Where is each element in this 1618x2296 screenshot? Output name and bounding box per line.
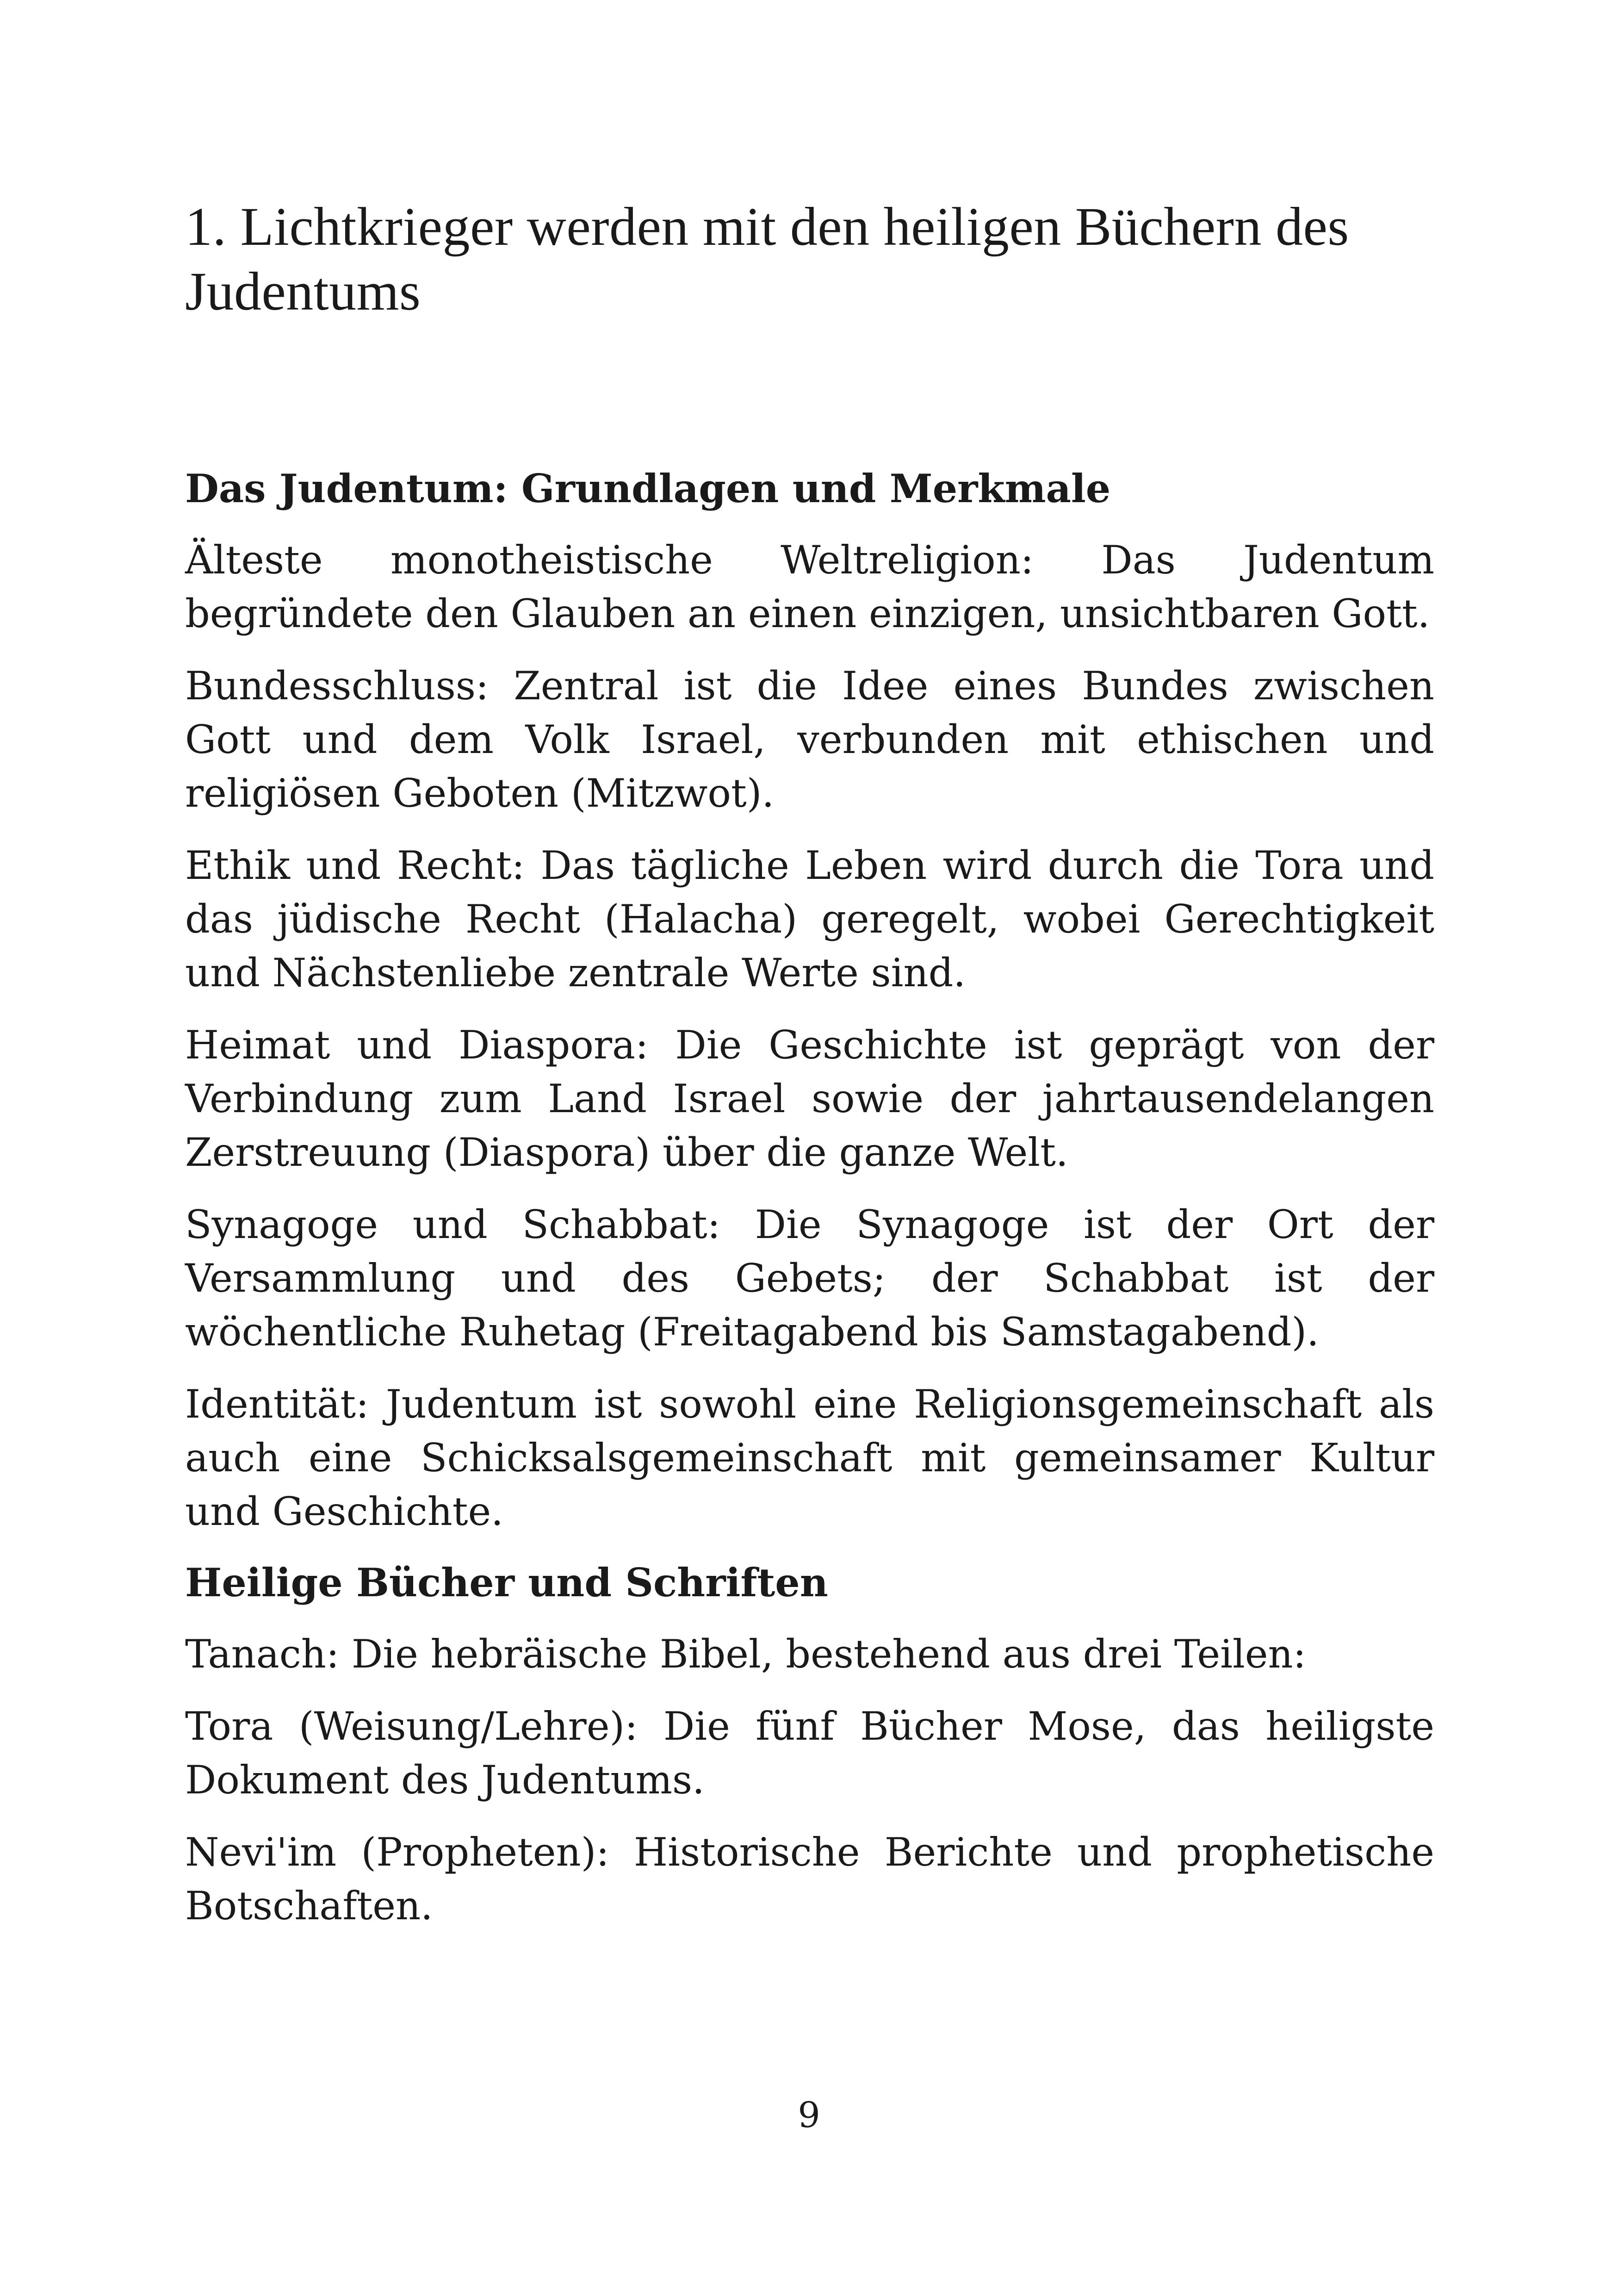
section-grundlagen <box>185 463 1434 1538</box>
paragraph: Heimat und Diaspora: Die Geschichte ist geprägt von der Verbindung zum Land Israel sowie der jahrtausendelangen Zerstreuung (Diaspora) über die ganze Welt. <box>185 1022 1434 1175</box>
section-buecher <box>185 1557 1434 1933</box>
section-heading: Heilige Bücher und Schriften <box>185 1560 828 1605</box>
page-number: 9 <box>798 2094 820 2135</box>
paragraph: Tanach: Die hebräische Bibel, bestehend aus drei Teilen: <box>185 1631 1306 1677</box>
paragraph: Nevi'im (Propheten): Historische Berichte und prophetische Botschaften. <box>185 1829 1434 1929</box>
paragraph: Ethik und Recht: Das tägliche Leben wird durch die Tora und das jüdische Recht (Halacha) geregelt, wobei Gerechtigkeit und Nächstenliebe zentrale Werte sind. <box>185 843 1434 996</box>
paragraph: Identität: Judentum ist sowohl eine Religionsgemeinschaft als auch eine Schicksalsgemeinschaft mit gemeinsamer Kultur und Geschichte. <box>185 1381 1434 1534</box>
paragraph: Tora (Weisung/Lehre): Die fünf Bücher Mose, das heiligste Dokument des Judentums. <box>185 1704 1434 1803</box>
chapter-title: 1. Lichtkrieger werden mit den heiligen Büchern des Judentums <box>185 196 1349 322</box>
paragraph: Bundesschluss: Zentral ist die Idee eines Bundes zwischen Gott und dem Volk Israel, verbunden mit ethischen und religiösen Geboten (Mitzwot). <box>185 663 1434 816</box>
section-heading: Das Judentum: Grundlagen und Merkmale <box>185 466 1111 511</box>
paragraph: Synagoge und Schabbat: Die Synagoge ist der Ort der Versammlung und des Gebets; der Schabbat ist der wöchentliche Ruhetag (Freitagabend bis Samstagabend). <box>185 1202 1434 1355</box>
paragraph: Älteste monotheistische Weltreligion: Das Judentum begründete den Glauben an einen einzigen, unsichtbaren Gott. <box>185 537 1434 636</box>
page-content <box>185 194 1434 1933</box>
